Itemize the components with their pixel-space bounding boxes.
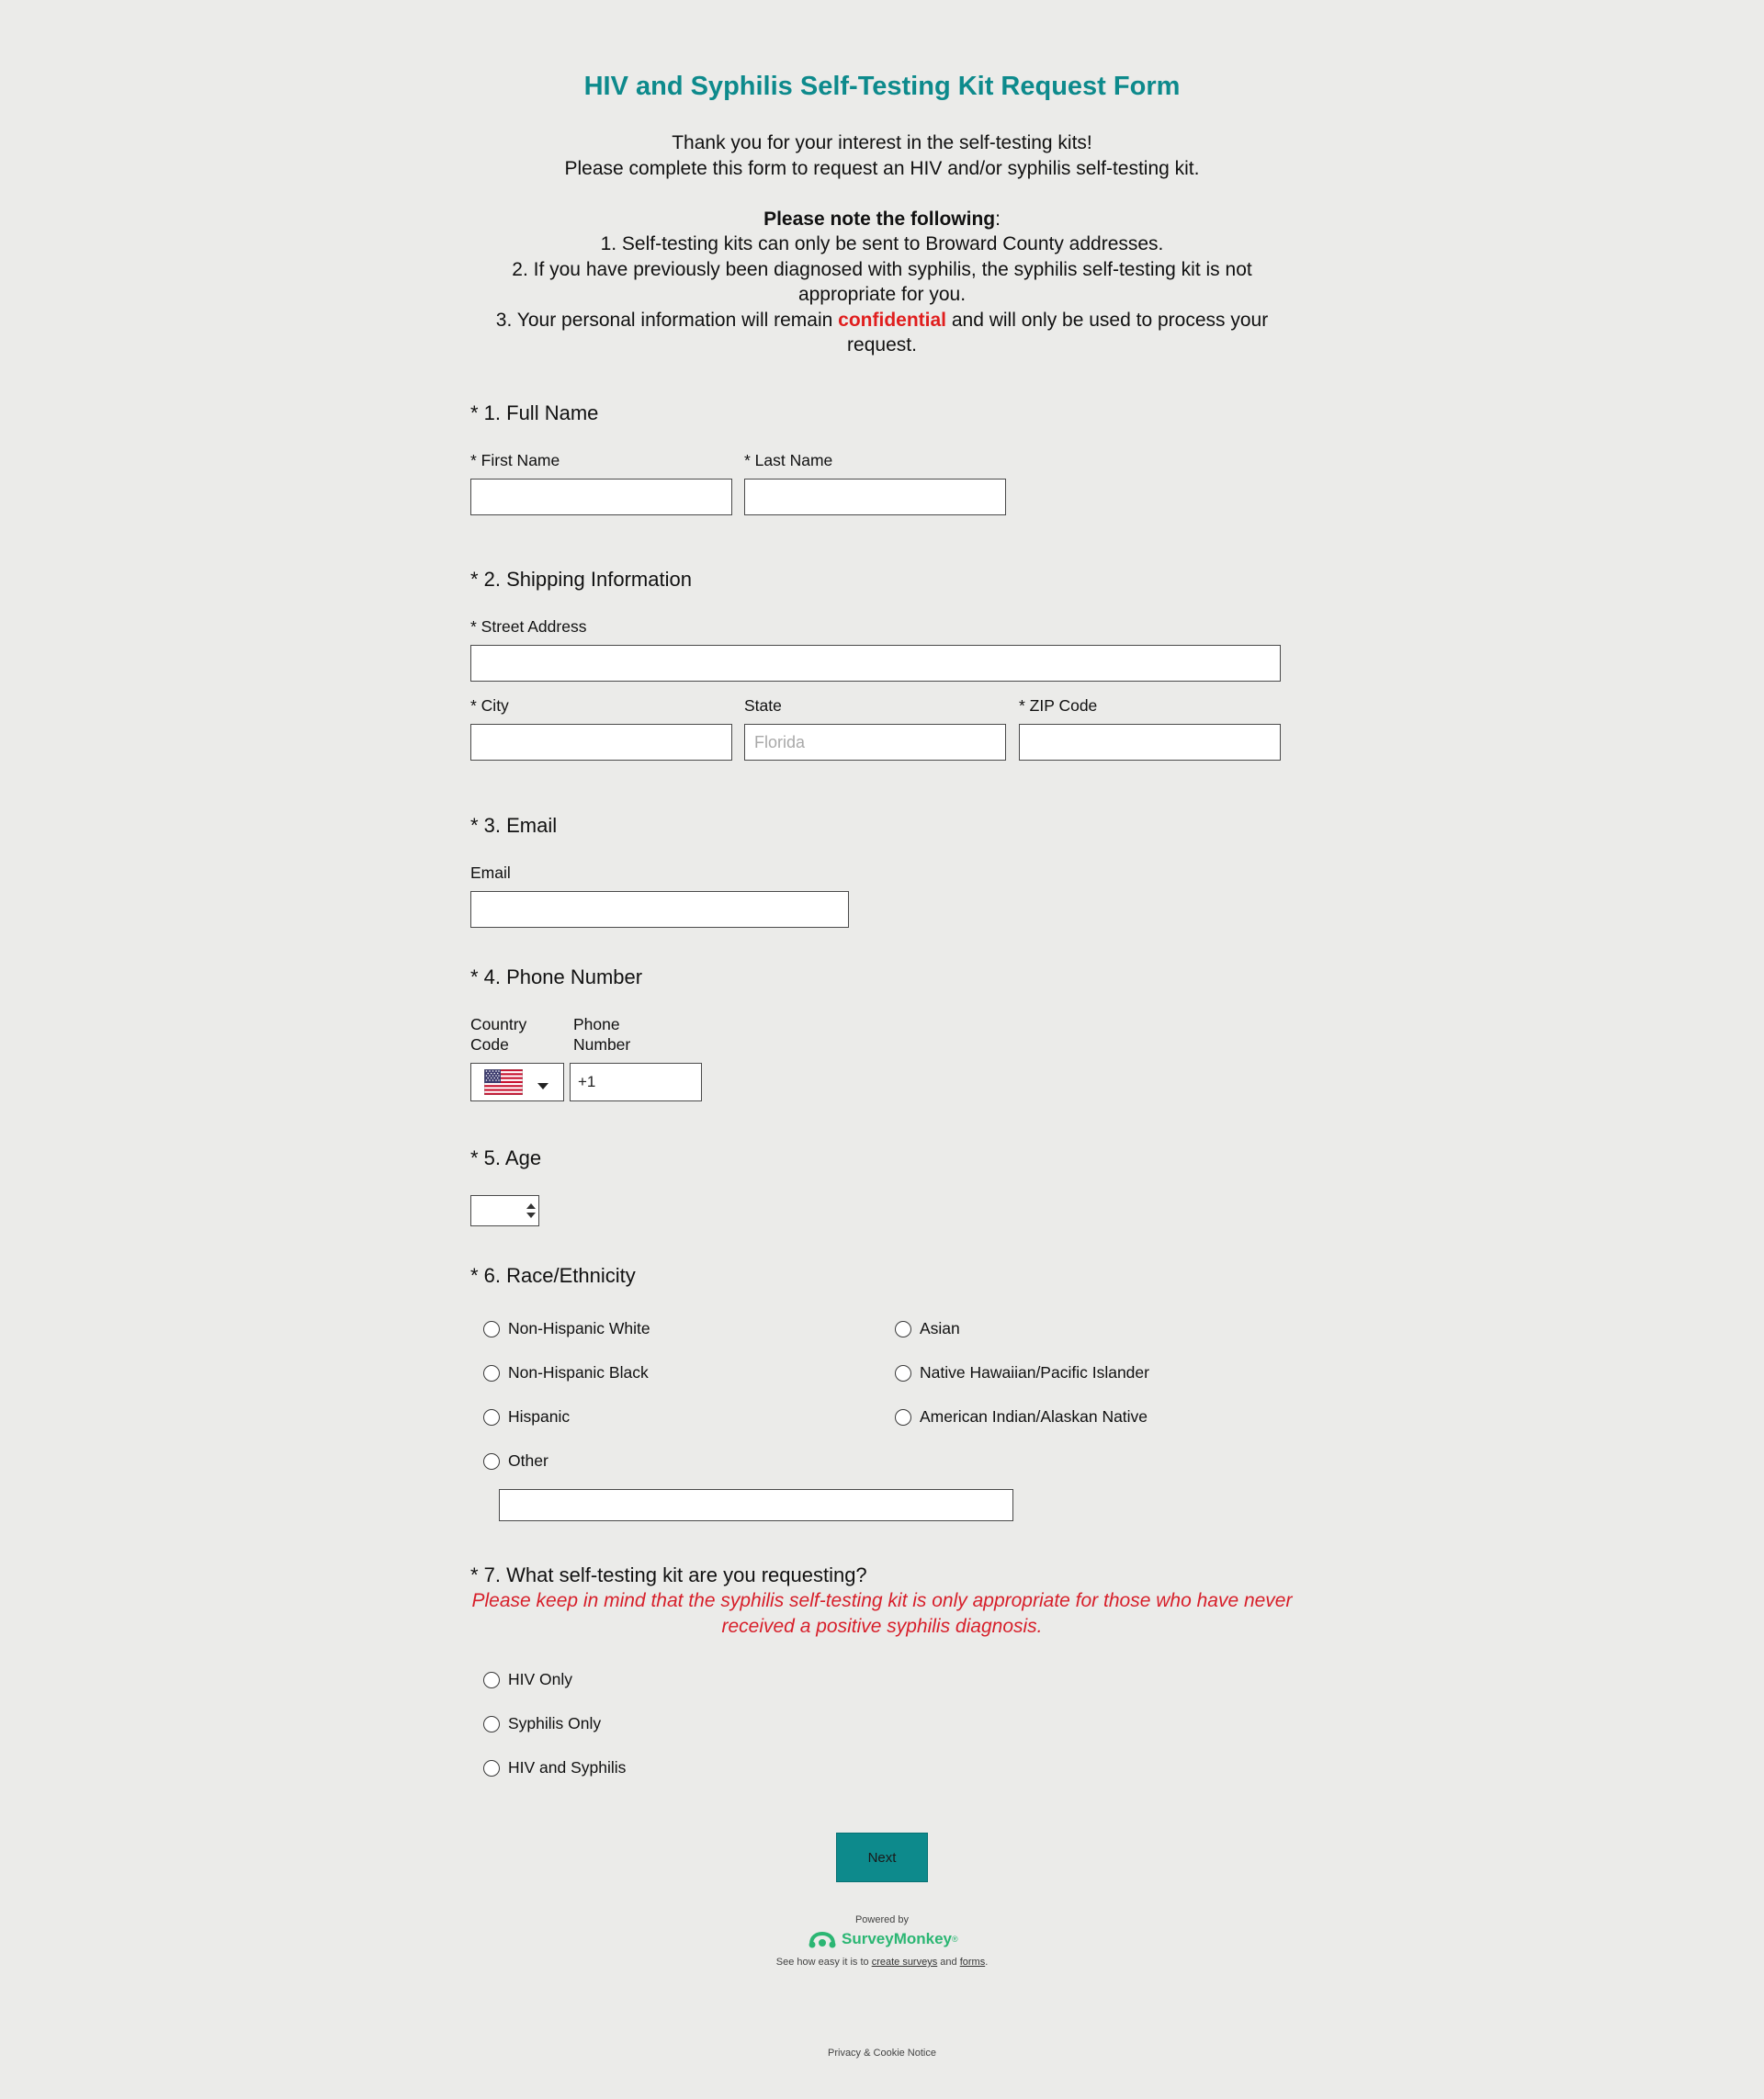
note-item-2: 2. If you have previously been diagnosed with syphilis, the syphilis self-testing kit is not appropriate for you. [512,258,1252,305]
forms-link[interactable]: forms [959,1957,986,1968]
form-intro [0,130,1764,358]
race-option-asian[interactable] [895,1319,960,1338]
form-title: HIV and Syphilis Self-Testing Kit Request Form [583,72,1181,101]
note-3-before: 3. Your personal information will remain [495,309,839,331]
option-label: Non-Hispanic White [508,1319,650,1337]
radio-button[interactable] [895,1365,911,1382]
age-stepper[interactable] [470,1195,539,1226]
country-code-label-line-2: Code [470,1035,509,1054]
surveymonkey-logo[interactable] [808,1929,958,1949]
powered-by-text: Powered by [854,1914,910,1925]
race-option-american-indian[interactable] [895,1407,1148,1427]
city-input[interactable] [470,724,732,761]
state-input[interactable] [744,724,1006,761]
q5-title: * 5. Age [470,1146,542,1169]
street-address-label: * Street Address [470,617,587,636]
q4-title: * 4. Phone Number [470,965,643,988]
note-heading-line [0,207,1764,232]
note-item-1: 1. Self-testing kits can only be sent to Broward County addresses. [600,233,1164,254]
option-label: Native Hawaiian/Pacific Islander [920,1363,1149,1382]
q1-title: * 1. Full Name [470,401,599,424]
phone-number-label-line-1: Phone [573,1015,620,1033]
option-label: Asian [920,1319,960,1337]
option-label: Non-Hispanic Black [508,1363,649,1382]
race-option-non-hispanic-black[interactable] [483,1363,649,1382]
option-label: HIV and Syphilis [508,1758,627,1777]
phone-number-input[interactable] [570,1063,702,1101]
phone-number-label [573,1014,630,1055]
q3-title: * 3. Email [470,814,558,837]
surveymonkey-brand: SurveyMonkey [842,1930,952,1947]
see-how-and: and [937,1957,960,1968]
create-surveys-link[interactable]: create surveys [871,1957,938,1968]
see-how-period: . [985,1957,989,1968]
state-label: State [744,696,782,715]
kit-option-hiv-only[interactable] [483,1670,572,1689]
first-name-label: * First Name [470,451,560,469]
email-input[interactable] [470,891,849,928]
race-option-hispanic[interactable] [483,1407,570,1427]
race-option-other[interactable] [483,1451,548,1471]
zip-code-label: * ZIP Code [1019,696,1098,715]
city-label: * City [470,696,509,715]
q7-title: * 7. What self-testing kit are you requesting? [470,1563,867,1586]
registered-mark: ® [952,1935,958,1944]
radio-button[interactable] [483,1409,500,1426]
country-code-label [470,1014,526,1055]
radio-button[interactable] [895,1409,911,1426]
option-label: American Indian/Alaskan Native [920,1407,1148,1426]
note-3-after: and will only be used to process your request. [847,309,1269,355]
kit-option-syphilis-only[interactable] [483,1714,601,1733]
confidential-highlight: confidential [838,309,946,331]
radio-button[interactable] [483,1321,500,1337]
privacy-notice-link[interactable]: Privacy & Cookie Notice [828,2048,936,2059]
first-name-input[interactable] [470,479,732,515]
note-heading: Please note the following [763,208,996,230]
option-label: Hispanic [508,1407,571,1426]
radio-button[interactable] [483,1716,500,1732]
us-flag-icon [484,1069,523,1095]
see-how-before: See how easy it is to [775,1957,872,1968]
zip-code-input[interactable] [1019,724,1281,761]
radio-button[interactable] [483,1672,500,1688]
intro-line-2: Please complete this form to request an HIV and/or syphilis self-testing kit. [564,157,1200,179]
phone-number-label-line-2: Number [573,1035,631,1054]
radio-button[interactable] [895,1321,911,1337]
q2-title: * 2. Shipping Information [470,568,692,591]
country-code-label-line-1: Country [470,1015,527,1033]
see-how-easy-text [0,1957,1764,1968]
q7-instruction: Please keep in mind that the syphilis self-testing kit is only appropriate for those who have never received a positive syphilis diagnosis. [471,1590,1293,1637]
note-colon: : [995,208,1001,230]
radio-button[interactable] [483,1453,500,1470]
race-option-native-hawaiian[interactable] [895,1363,1149,1382]
caret-down-icon [537,1078,548,1086]
option-label: Other [508,1451,548,1470]
surveymonkey-logo-icon [808,1929,836,1949]
next-button[interactable]: Next [836,1833,928,1882]
radio-button[interactable] [483,1760,500,1777]
email-label: Email [470,863,511,882]
last-name-label: * Last Name [744,451,833,469]
stepper-arrows-icon [526,1202,537,1219]
race-option-non-hispanic-white[interactable] [483,1319,650,1338]
note-list [469,231,1295,358]
intro-line-1: Thank you for your interest in the self-testing kits! [672,132,1092,153]
option-label: HIV Only [508,1670,573,1688]
last-name-input[interactable] [744,479,1006,515]
street-address-input[interactable] [470,645,1281,682]
other-race-input[interactable] [499,1489,1013,1521]
q6-title: * 6. Race/Ethnicity [470,1264,636,1287]
country-code-select[interactable] [470,1063,564,1101]
note-item-3 [469,308,1295,358]
option-label: Syphilis Only [508,1714,602,1732]
radio-button[interactable] [483,1365,500,1382]
kit-option-hiv-and-syphilis[interactable] [483,1758,626,1777]
